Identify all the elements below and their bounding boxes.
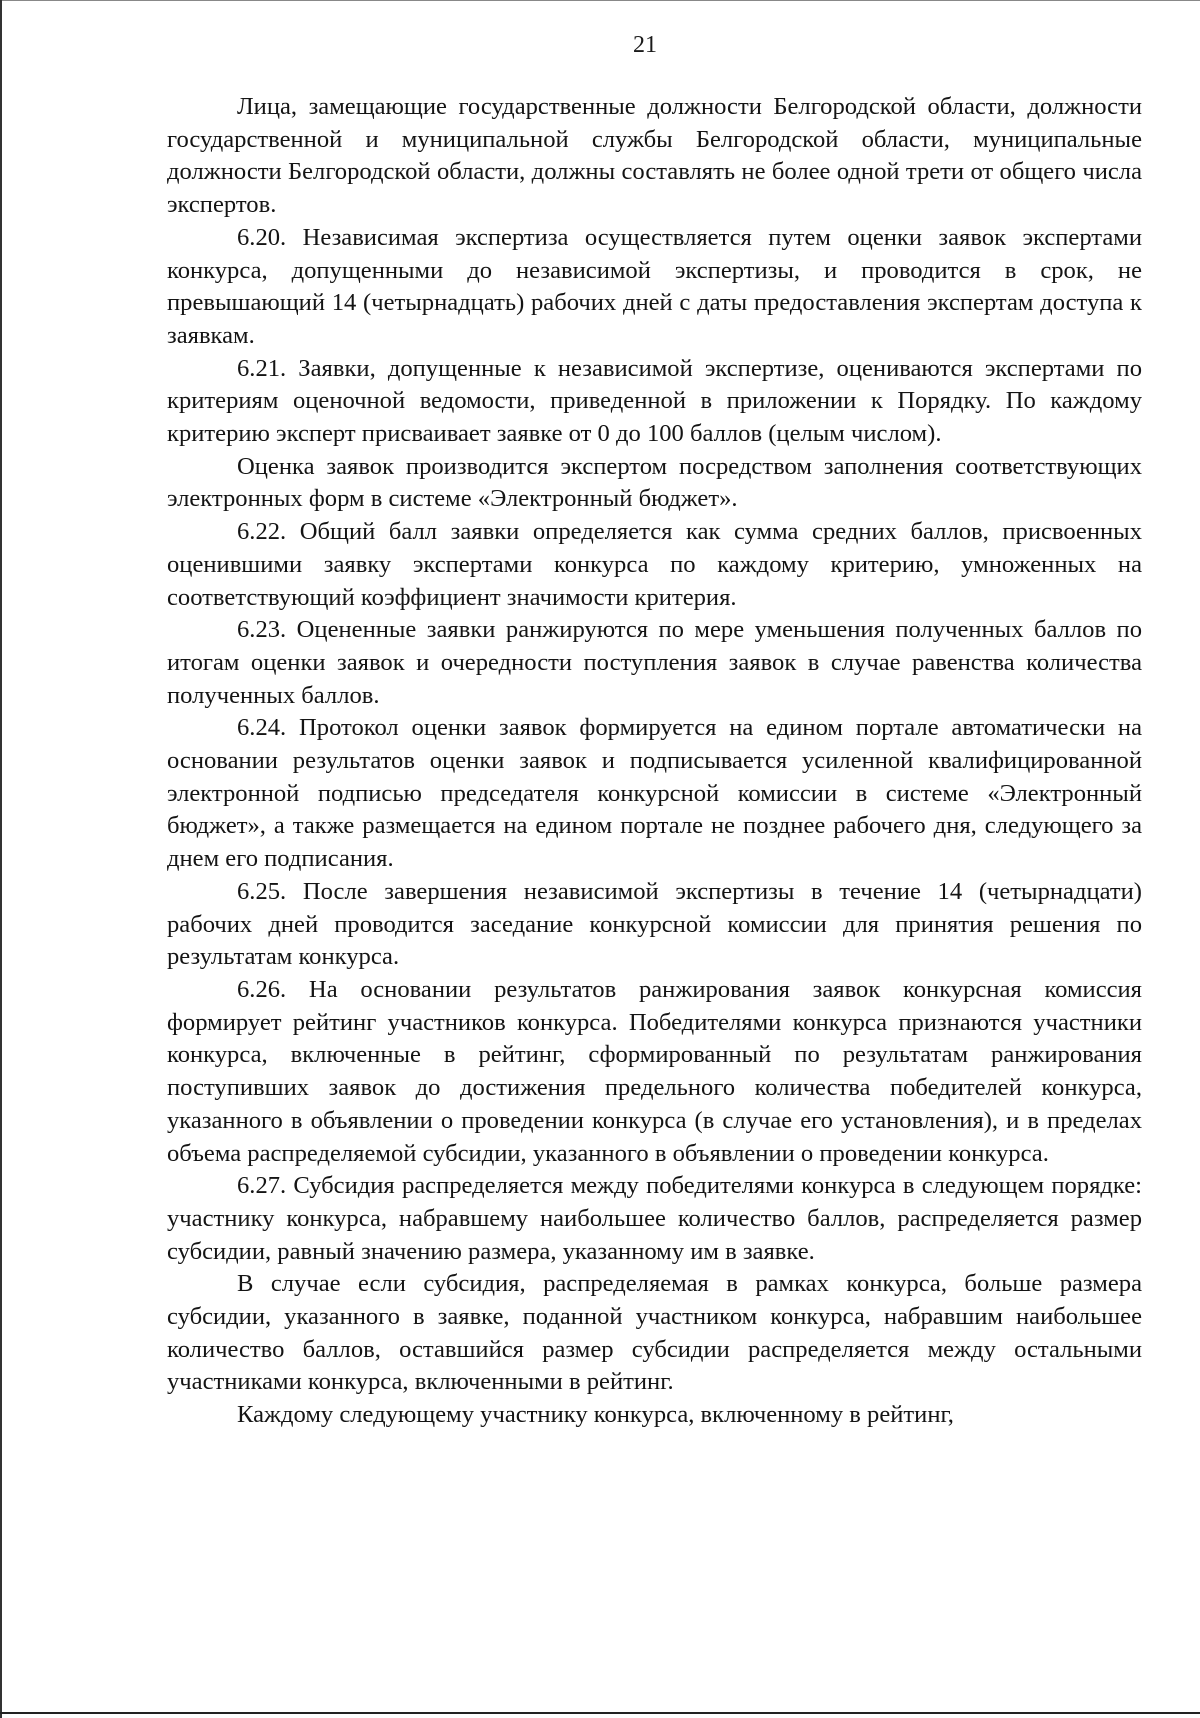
- page-top-edge: [0, 0, 1200, 1]
- paragraph: Лица, замещающие государственные должности Белгородской области, должности государственной и муниципальной службы Белгородской области, муниципальные должности Белгородской области, должны составлять не более одной трети от общего числа экспертов.: [167, 93, 1142, 219]
- paragraph: 6.20. Независимая экспертиза осуществляется путем оценки заявок экспертами конкурса, допущенными до независимой экспертизы, и проводится в срок, не превышающий 14 (четырнадцать) рабочих дней с даты предоставления экспертам доступа к заявкам.: [167, 223, 1142, 349]
- paragraph: Каждому следующему участнику конкурса, включенному в рейтинг,: [237, 1401, 954, 1429]
- paragraph: 6.24. Протокол оценки заявок формируется на едином портале автоматически на основании результатов оценки заявок и подписывается усиленной квалифицированной электронной подписью председателя конкурсной комиссии в системе «Электронный бюджет», а также размещается на едином портале не позднее рабочего дня, следующего за днем его подписания.: [167, 714, 1142, 873]
- page-left-edge: [0, 0, 2, 1718]
- paragraph: 6.23. Оцененные заявки ранжируются по мере уменьшения полученных баллов по итогам оценки заявок и очередности поступления заявок в случае равенства количества полученных баллов.: [167, 616, 1142, 709]
- paragraph: 6.26. На основании результатов ранжирования заявок конкурсная комиссия формирует рейтинг участников конкурса. Победителями конкурса признаются участники конкурса, включенные в рейтинг, сформированный по результатам ранжирования поступивших заявок до достижения предельного количества победителей конкурса, указанного в объявлении о проведении конкурса (в случае его установления), и в пределах объема распределяемой субсидии, указанного в объявлении о проведении конкурса.: [167, 975, 1142, 1167]
- paragraph: 6.22. Общий балл заявки определяется как сумма средних баллов, присвоенных оценившими заявку экспертами конкурса по каждому критерию, умноженных на соответствующий коэффициент значимости критерия.: [167, 518, 1142, 611]
- paragraph: 6.27. Субсидия распределяется между победителями конкурса в следующем порядке: участнику конкурса, набравшему наибольшее количество баллов, распределяется размер субсидии, равный значению размера, указанному им в заявке.: [167, 1172, 1142, 1265]
- paragraph: В случае если субсидия, распределяемая в рамках конкурса, больше размера субсидии, указанного в заявке, поданной участником конкурса, набравшим наибольшее количество баллов, оставшийся размер субсидии распределяется между остальными участниками конкурса, включенными в рейтинг.: [167, 1270, 1142, 1396]
- page-bottom-edge: [0, 1712, 1200, 1714]
- document-body: [167, 91, 1142, 1432]
- page-number: 21: [633, 32, 657, 58]
- paragraph: 6.21. Заявки, допущенные к независимой экспертизе, оцениваются экспертами по критериям оценочной ведомости, приведенной в приложении к Порядку. По каждому критерию эксперт присваивает заявке от 0 до 100 баллов (целым числом).: [167, 354, 1142, 448]
- paragraph: Оценка заявок производится экспертом посредством заполнения соответствующих электронных форм в системе «Электронный бюджет».: [167, 452, 1142, 513]
- paragraph: 6.25. После завершения независимой экспертизы в течение 14 (четырнадцати) рабочих дней проводится заседание конкурсной комиссии для принятия решения по результатам конкурса.: [167, 877, 1142, 971]
